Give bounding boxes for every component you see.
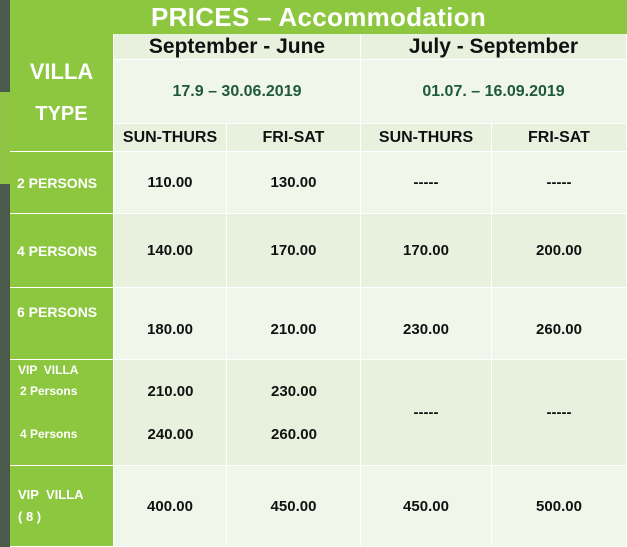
left-edge-green (0, 92, 10, 184)
season2-name: July - September (361, 34, 627, 60)
row-label-2-persons: 2 PERSONS (10, 152, 114, 214)
price-cell: 170.00 (361, 214, 492, 288)
vip-4-persons-label: 4 Persons (20, 427, 78, 441)
price-cell: 170.00 (227, 214, 361, 288)
subheader-fri-sat-2: FRI-SAT (492, 124, 627, 152)
price-cell: 450.00 (227, 466, 361, 547)
subheader-sun-thurs-2: SUN-THURS (361, 124, 492, 152)
price-cell: 230.00 (271, 383, 317, 400)
vip-fri-sat-cell (227, 360, 361, 466)
price-cell: ----- (492, 360, 627, 466)
price-cell: 260.00 (271, 426, 317, 443)
price-cell: 110.00 (114, 152, 227, 214)
left-edge-dark-top (0, 0, 10, 92)
price-cell: 200.00 (492, 214, 627, 288)
price-cell: 230.00 (361, 288, 492, 360)
page-title: PRICES – Accommodation (10, 0, 627, 34)
subheader-fri-sat-1: FRI-SAT (227, 124, 361, 152)
price-cell: 210.00 (147, 383, 194, 400)
row-label-6-persons: 6 PERSONS (10, 288, 114, 360)
price-cell: ----- (361, 152, 492, 214)
left-edge-dark-bottom (0, 184, 10, 547)
subheader-sun-thurs-1: SUN-THURS (114, 124, 227, 152)
season2-dates: 01.07. – 16.09.2019 (361, 60, 627, 124)
season1-dates: 17.9 – 30.06.2019 (114, 60, 361, 124)
vip-sun-thurs-cell (114, 360, 227, 466)
price-cell: 210.00 (227, 288, 361, 360)
villa-type-line1: VILLA (29, 59, 94, 84)
price-cell: 260.00 (492, 288, 627, 360)
price-cell: 140.00 (114, 214, 227, 288)
row-label-vip-villa (10, 360, 114, 466)
row-label-vip-villa-8 (10, 466, 114, 547)
vip8-label-line2: ( 8 ) (18, 509, 42, 524)
vip8-label-line1: VIP VILLA (18, 487, 84, 502)
price-cell: 400.00 (114, 466, 227, 547)
price-cell: ----- (492, 152, 627, 214)
price-cell: 130.00 (227, 152, 361, 214)
price-cell: 450.00 (361, 466, 492, 547)
price-cell: ----- (361, 360, 492, 466)
row-label-4-persons: 4 PERSONS (10, 214, 114, 288)
season1-name: September - June (114, 34, 361, 60)
vip-villa-label: VIP VILLA (18, 363, 79, 377)
vip-2-persons-label: 2 Persons (20, 384, 78, 398)
villa-type-header (10, 34, 114, 152)
price-cell: 500.00 (492, 466, 627, 547)
villa-type-line2: TYPE (35, 103, 88, 125)
price-cell: 240.00 (147, 426, 194, 443)
price-cell: 180.00 (114, 288, 227, 360)
